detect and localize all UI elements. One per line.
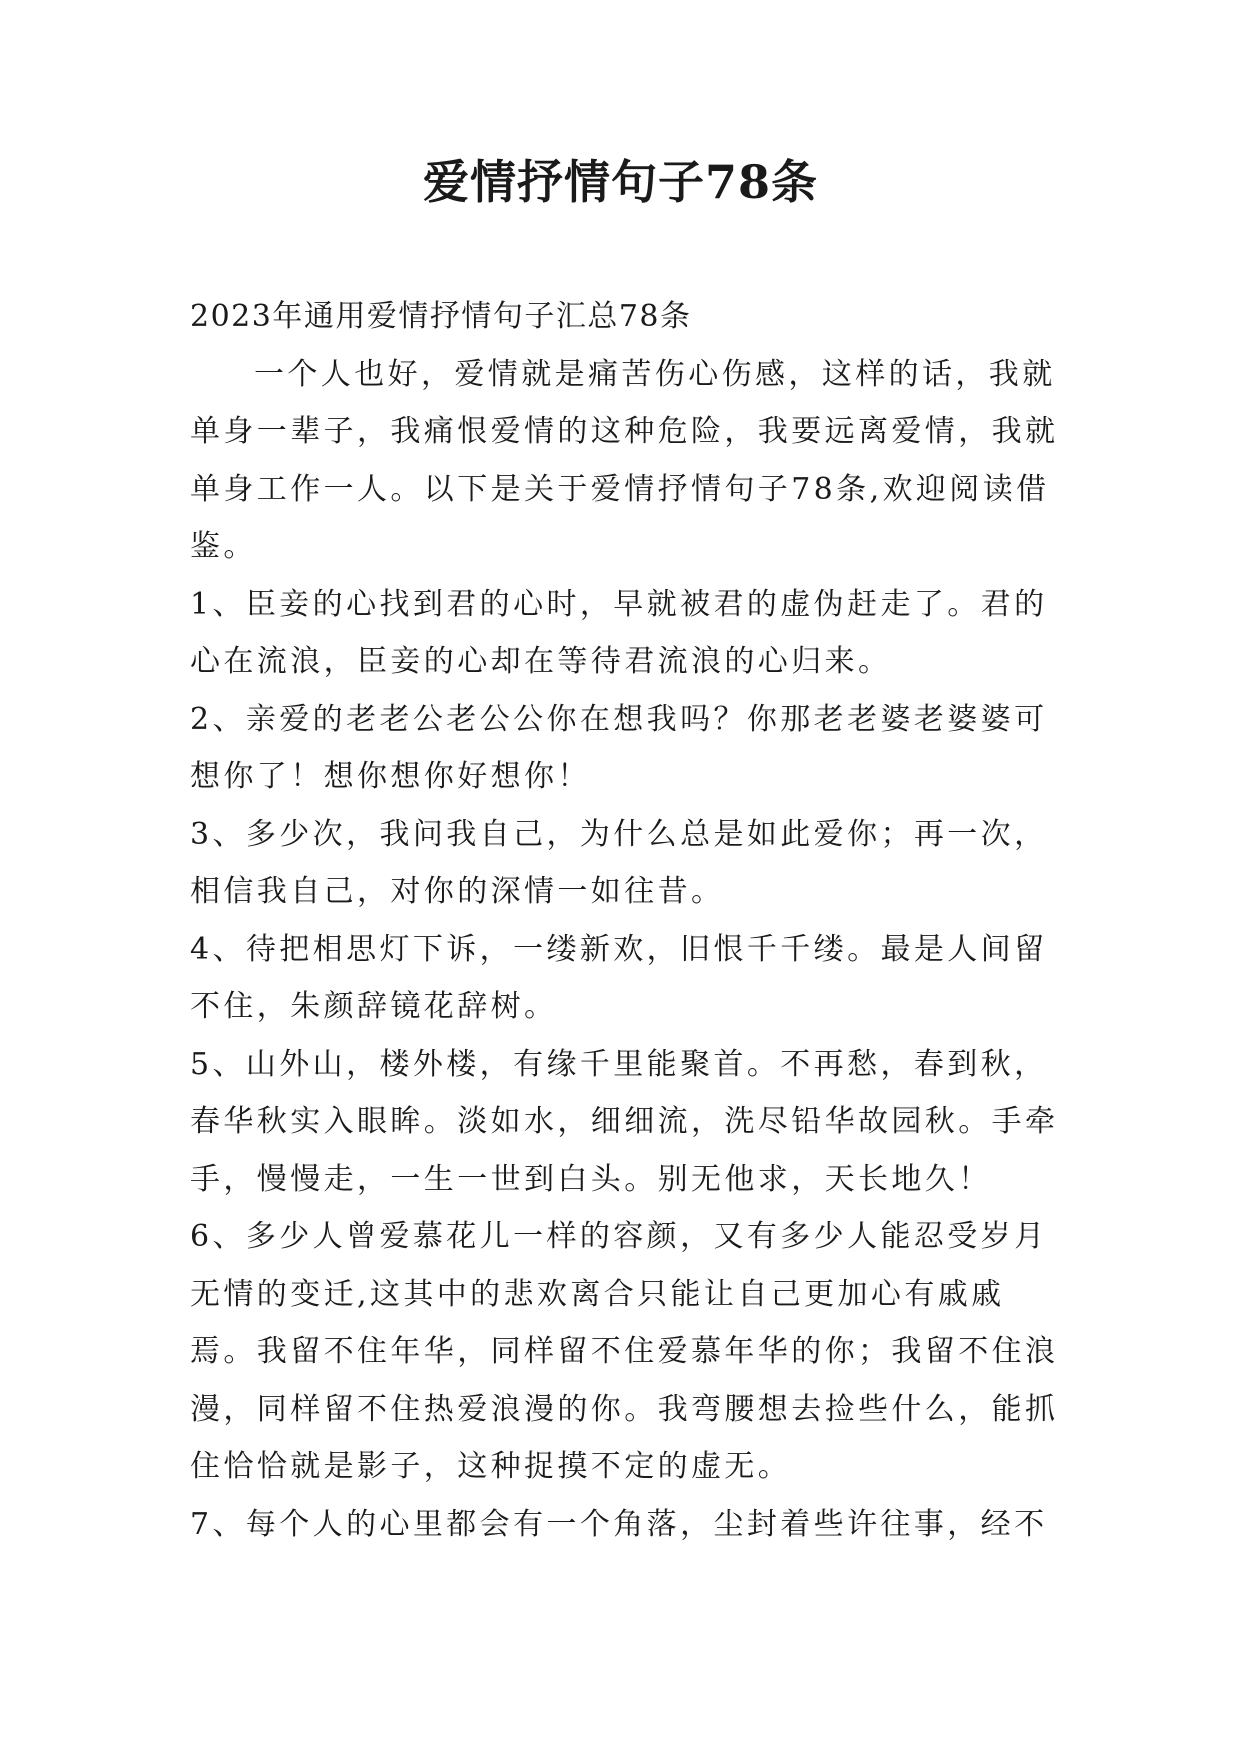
list-item: 6、多少人曾爱慕花儿一样的容颜，又有多少人能忍受岁月无情的变迁,这其中的悲欢离合只能让自己更加心有戚戚焉。我留不住年华，同样留不住爱慕年华的你；我留不住浪漫，同样留不住热爱浪漫的你。我弯腰想去捡些什么，能抓住恰恰就是影子，这种捉摸不定的虚无。 [190, 1219, 1059, 1484]
list-item: 7、每个人的心里都会有一个角落，尘封着些许往事，经不 [190, 1506, 1048, 1542]
list-item: 2、亲爱的老老公老公公你在想我吗？你那老老婆老婆婆可想你了！想你想你好想你！ [190, 701, 1048, 794]
intro-paragraph: 一个人也好，爱情就是痛苦伤心伤感，这样的话，我就单身一辈子，我痛恨爱情的这种危险，我要远离爱情，我就单身工作一人。以下是关于爱情抒情句子78条,欢迎阅读借鉴。 [190, 356, 1059, 564]
document-subtitle: 2023年通用爱情抒情句子汇总78条 [190, 299, 692, 334]
list-item: 5、山外山，楼外楼，有缘千里能聚首。不再愁，春到秋，春华秋实入眼眸。淡如水，细细流，洗尽铅华故园秋。手牵手，慢慢走，一生一世到白头。别无他求，天长地久！ [190, 1046, 1059, 1197]
list-item: 3、多少次，我问我自己，为什么总是如此爱你；再一次，相信我自己，对你的深情一如往昔。 [190, 816, 1048, 909]
document-body [190, 288, 1070, 1553]
list-item: 4、待把相思灯下诉，一缕新欢，旧恨千千缕。最是人间留不住，朱颜辞镜花辞树。 [190, 931, 1048, 1024]
document-title: 爱情抒情句子78条 [422, 155, 818, 209]
list-item: 1、臣妾的心找到君的心时，早就被君的虚伪赶走了。君的心在流浪，臣妾的心却在等待君流浪的心归来。 [190, 586, 1048, 679]
